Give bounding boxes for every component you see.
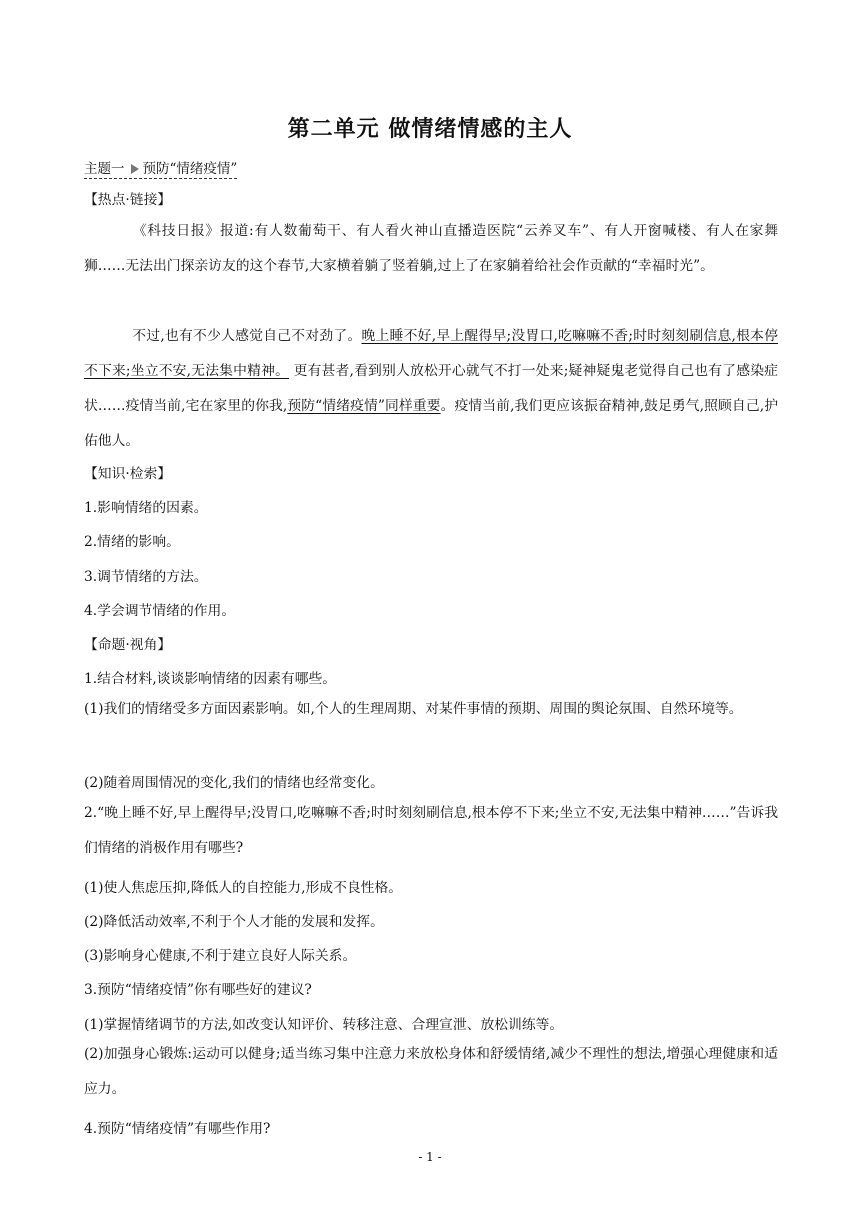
question-4: 4.预防“情绪疫情”有哪些作用?: [84, 1121, 271, 1137]
hot-paragraph-1-text: 《科技日报》报道:有人数葡萄干、有人看火神山直播造医院“云养叉车”、有人开窗喊楼、有人在家舞狮……无法出门探亲访友的这个春节,大家横着躺了竖着躺,过上了在家躺着给社会作贡献的“幸福时光”。: [84, 223, 778, 274]
question-3: 3.预防“情绪疫情”你有哪些好的建议?: [84, 982, 312, 998]
knowledge-item: 2.情绪的影响。: [84, 534, 180, 550]
hot-paragraph-2-text-c: 。疫情当前,我们更应该振奋精神,鼓足勇气,照顾自己,护佑他人。: [84, 398, 778, 449]
section-knowledge: 【知识·检索】: [84, 466, 172, 482]
topic-name: 预防“情绪疫情”: [142, 161, 238, 177]
page-number: - 1 -: [418, 1150, 442, 1164]
answer-1-1: (1)我们的情绪受多方面因素影响。如,个人的生理周期、对某件事情的预期、周围的舆论氛围、自然环境等。: [84, 701, 743, 717]
triangle-right-icon: [131, 164, 139, 174]
hot-paragraph-2-underlined-1: 晚上睡不好,早上醒得早;没胃口,吃嘛嘛不香;时时刻刻刷信息,根本停不下来;坐立不安,无法集中精神。: [84, 328, 779, 379]
answer-2-2: (2)降低活动效率,不利于个人才能的发展和发挥。: [84, 914, 384, 930]
knowledge-item: 4.学会调节情绪的作用。: [84, 603, 236, 619]
answer-3-2: (2)加强身心锻炼:运动可以健身;适当练习集中注意力来放松身体和舒缓情绪,减少不理性的想法,增强心理健康和适应力。: [84, 1046, 778, 1097]
knowledge-item: 1.影响情绪的因素。: [84, 500, 208, 516]
topic-prefix: 主题一: [84, 161, 125, 177]
answer-2-3: (3)影响身心健康,不利于建立良好人际关系。: [84, 948, 357, 964]
section-hot: 【热点·链接】: [84, 192, 172, 208]
question-2: 2.“晚上睡不好,早上醒得早;没胃口,吃嘛嘛不香;时时刻刻刷信息,根本停不下来;坐立不安,无法集中精神……”告诉我们情绪的消极作用有哪些?: [84, 805, 778, 856]
topic-heading: [84, 157, 237, 179]
question-1: 1.结合材料,谈谈影响情绪的因素有哪些。: [84, 671, 337, 687]
hot-paragraph-1: [84, 214, 778, 284]
page-title: 第二单元 做情绪情感的主人: [287, 117, 573, 142]
knowledge-item: 3.调节情绪的方法。: [84, 569, 208, 585]
answer-3-1: (1)掌握情绪调节的方法,如改变认知评价、转移注意、合理宣泄、放松训练等。: [84, 1017, 564, 1033]
section-question: 【命题·视角】: [84, 637, 172, 653]
hot-paragraph-2-text-a: 不过,也有不少人感觉自己不对劲了。: [132, 328, 362, 344]
hot-paragraph-2-underlined-2: 预防“情绪疫情”同样重要: [287, 398, 441, 414]
answer-1-2: (2)随着周围情况的变化,我们的情绪也经常变化。: [84, 775, 384, 791]
answer-2-1: (1)使人焦虑压抑,降低人的自控能力,形成不良性格。: [84, 880, 403, 896]
hot-paragraph-2-text-b: 更有甚者,看到别人放松开心就气不打一处来;疑神疑鬼老觉得自己也有了感染症状……疫情当前,宅在家里的你我,: [84, 363, 778, 414]
hot-paragraph-2: [84, 319, 778, 459]
